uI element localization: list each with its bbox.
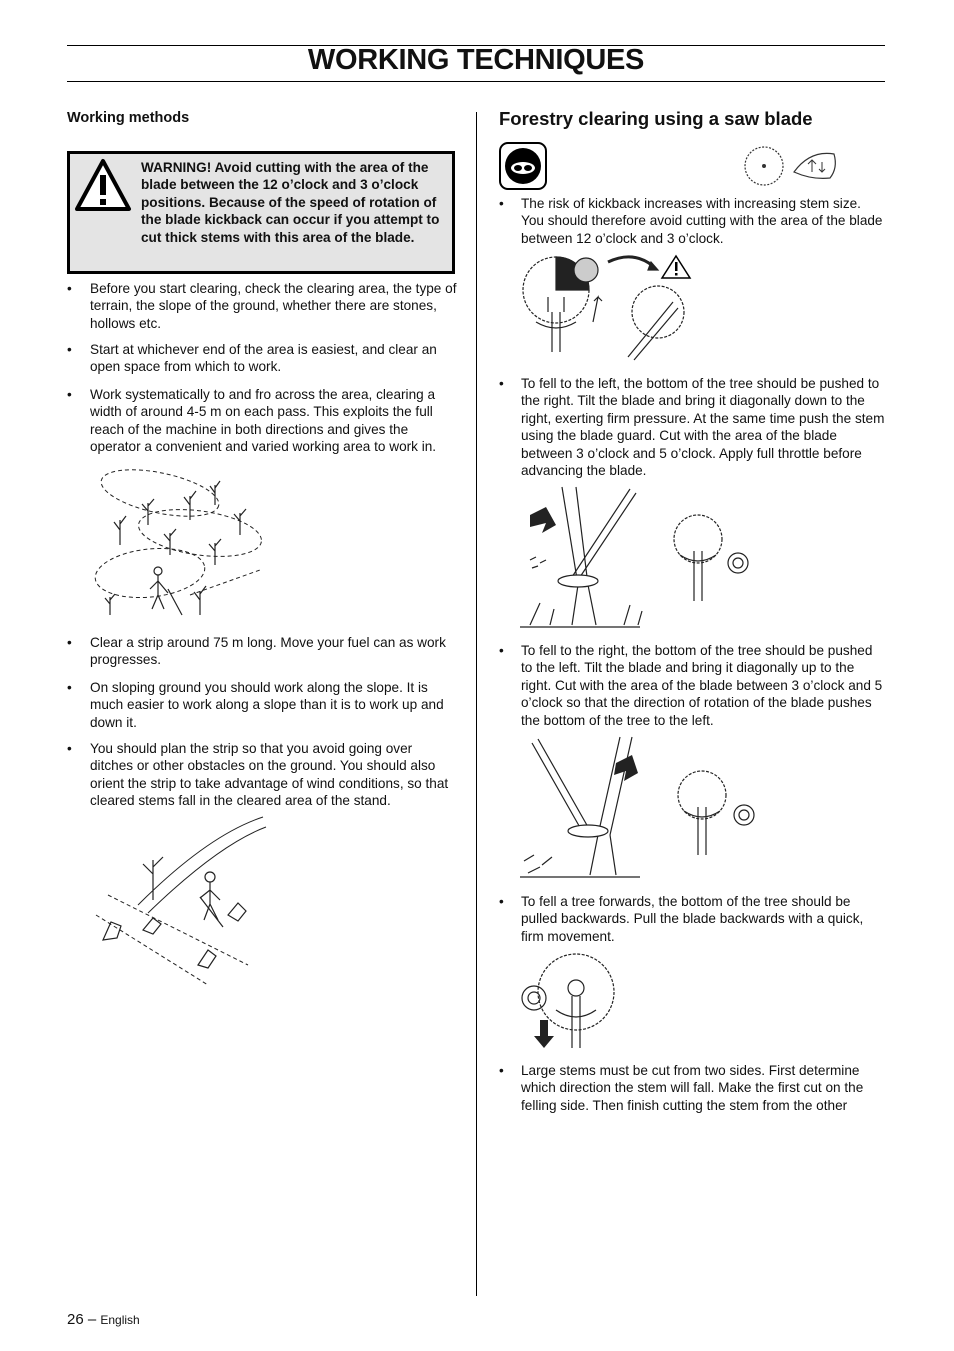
bullet-text: You should plan the strip so that you avoid going over ditches or other obstacles on the ground. You should also orient the strip to take advantage of wind conditions, so that cleared stems fall in the cleared area of the stand. (90, 741, 449, 809)
bullet-text: Clear a strip around 75 m long. Move your fuel can as work progresses. (90, 635, 446, 668)
bullet-marker: • (67, 741, 72, 756)
bullet-marker: • (67, 680, 72, 695)
bullet-marker: • (67, 281, 72, 296)
footer-dash: – (87, 1311, 97, 1328)
clearing-pattern-illustration (90, 465, 270, 625)
saw-blade-icon (742, 144, 786, 188)
forestry-clearing-heading: Forestry clearing using a saw blade (499, 108, 813, 129)
title-underline (67, 81, 885, 82)
bullet-marker: • (67, 387, 72, 402)
list-item (67, 740, 457, 810)
list-item (499, 1062, 885, 1114)
kickback-zone-illustration (518, 252, 693, 362)
bullet-text: Before you start clearing, check the clearing area, the type of terrain, the slope of the ground, whether there are stones, hollows etc. (90, 281, 457, 331)
bullet-text: To fell to the right, the bottom of the tree should be pushed to the left. Tilt the blade and bring it diagonally up to the right. Cut with the area of the blade between 3 o’clock and 5 o’clock so that the direction of rotation of the blade pushes the bottom of the tree to the left. (521, 643, 883, 728)
bullet-text: Work systematically to and fro across the area, clearing a width of around 4-5 m on each pass. This exploits the full reach of the machine in both directions and gives the operator a convenient and varied working area to work in. (90, 387, 437, 455)
working-methods-heading: Working methods (67, 110, 190, 126)
bullet-marker: • (499, 643, 504, 658)
bullet-text: To fell a tree forwards, the bottom of the tree should be pulled backwards. Pull the blade backwards with a quick, firm movement. (521, 894, 864, 944)
list-item (499, 195, 885, 247)
bullet-marker: • (67, 342, 72, 357)
page-number: 26 (67, 1311, 84, 1328)
list-item (67, 634, 457, 669)
list-item (499, 642, 885, 729)
bullet-text: Start at whichever end of the area is easiest, and clear an open space from which to work. (90, 342, 437, 375)
bullet-text: On sloping ground you should work along the slope. It is much easier to work along a slope than it is to work up and down it. (90, 680, 444, 730)
blade-guard-icon (790, 148, 840, 184)
column-divider (476, 112, 477, 1296)
warning-text: WARNING! Avoid cutting with the area of the blade between the 12 o’clock and 3 o’clock positions. Because of the speed of rotation of the blade kickback can occur if you attempt to cut thick stems with this area of the blade. (141, 160, 440, 245)
strip-plan-illustration (88, 815, 268, 990)
list-item (499, 375, 885, 479)
list-item (67, 280, 457, 332)
page-title: WORKING TECHNIQUES (307, 44, 645, 76)
list-item (67, 679, 457, 731)
bullet-text: Large stems must be cut from two sides. First determine which direction the stem will fall. Make the first cut on the felling side. Then finish cutting the stem from the other (521, 1063, 864, 1113)
bullet-marker: • (67, 635, 72, 650)
page-footer (67, 1311, 140, 1328)
footer-language: English (100, 1313, 140, 1327)
list-item (67, 386, 457, 456)
warning-box (67, 151, 455, 274)
protective-equipment-icon (499, 142, 547, 190)
fell-forward-illustration (518, 948, 618, 1052)
bullet-text: The risk of kickback increases with increasing stem size. You should therefore avoid cutting with the area of the blade between 12 o’clock and 3 o’clock. (521, 196, 883, 246)
bullet-marker: • (499, 196, 504, 211)
list-item (67, 341, 457, 376)
bullet-text: To fell to the left, the bottom of the tree should be pushed to the right. Tilt the blade and bring it diagonally down to the right, exerting firm pressure. At the same time push the stem using the blade guard. Cut with the area of the blade between 3 o’clock and 5 o’clock. Apply full throttle before advancing the blade. (521, 376, 885, 479)
fell-left-illustration (520, 485, 760, 633)
bullet-marker: • (499, 1063, 504, 1078)
warning-triangle-icon (74, 158, 132, 212)
list-item (499, 893, 885, 945)
bullet-marker: • (499, 894, 504, 909)
fell-right-illustration (520, 735, 760, 883)
bullet-marker: • (499, 376, 504, 391)
